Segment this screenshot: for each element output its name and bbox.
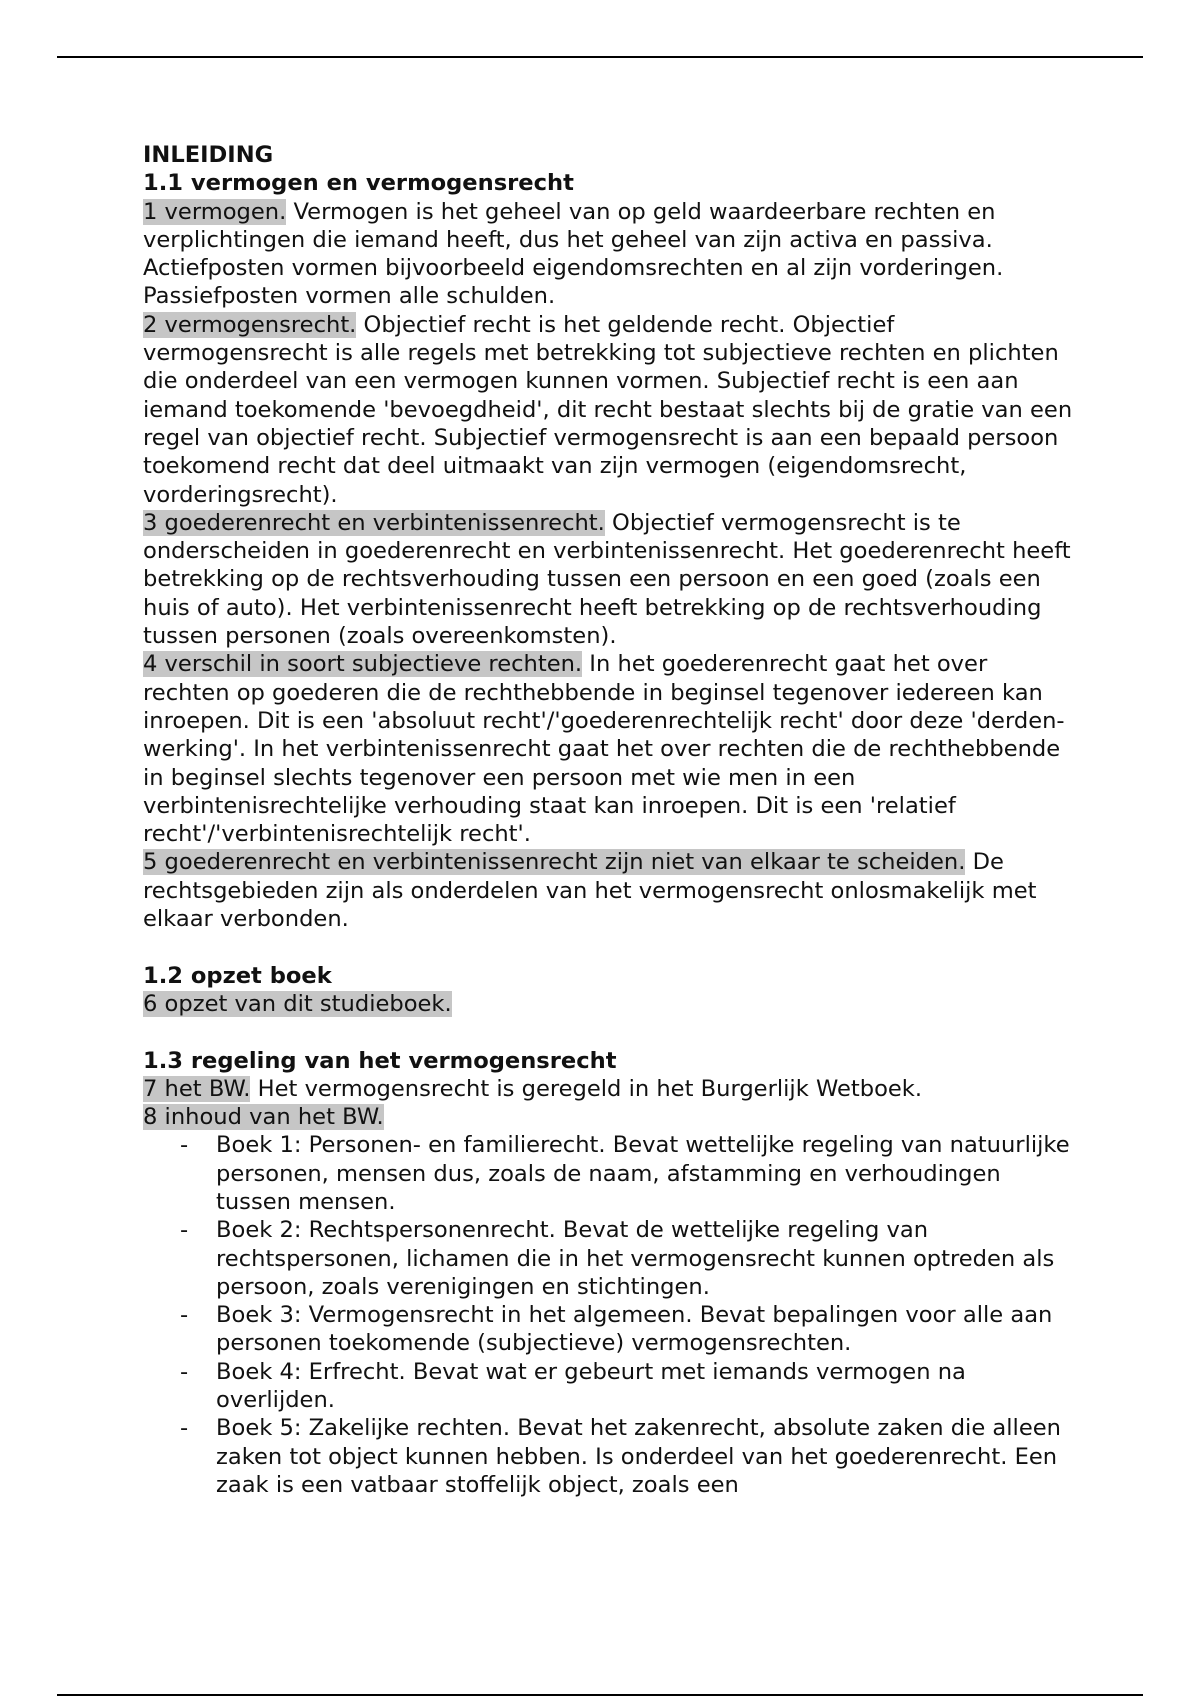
section-spacer <box>143 933 1073 961</box>
paragraph-label: 4 verschil in soort subjectieve rechten. <box>143 651 583 678</box>
list-item <box>143 1414 1073 1499</box>
paragraph-label: 3 goederenrecht en verbintenissenrecht. <box>143 509 605 536</box>
paragraph-2 <box>143 311 1073 509</box>
paragraph-8 <box>143 1103 1073 1131</box>
paragraph-label: 5 goederenrecht en verbintenissenrecht zijn niet van elkaar te scheiden. <box>143 849 966 876</box>
list-item <box>143 1131 1073 1216</box>
paragraph-4 <box>143 650 1073 848</box>
list-item-text: Boek 3: Vermogensrecht in het algemeen. Bevat bepalingen voor alle aan personen toekomende (subjectieve) vermogensrechten. <box>216 1302 1053 1357</box>
paragraph-label: 2 vermogensrecht. <box>143 311 357 338</box>
bw-books-list <box>143 1131 1073 1499</box>
list-bullet: - <box>180 1358 189 1385</box>
paragraph-text: Objectief vermogensrecht is te onderscheiden in goederenrecht en verbintenissenrecht. Het goederenrecht heeft betrekking op de rechtsverhouding tussen een persoon en een goed (zoals een huis of auto). Het verbintenissenrecht heeft betrekking op de rechtsverhouding tussen personen (zoals overeenkomsten). <box>143 509 1071 650</box>
paragraph-3 <box>143 509 1073 650</box>
paragraph-label: 8 inhoud van het BW. <box>143 1104 384 1131</box>
section-spacer <box>143 1018 1073 1046</box>
section-heading-1-3: 1.3 regeling van het vermogensrecht <box>143 1047 617 1074</box>
paragraph-6 <box>143 990 1073 1018</box>
paragraph-label: 1 vermogen. <box>143 198 287 225</box>
document-page <box>143 141 1073 1499</box>
section-heading-1-2: 1.2 opzet boek <box>143 962 332 989</box>
section-heading-1-1: 1.1 vermogen en vermogensrecht <box>143 170 574 197</box>
paragraph-7 <box>143 1075 1073 1103</box>
list-item <box>143 1301 1073 1358</box>
list-item-text: Boek 1: Personen- en familierecht. Bevat wettelijke regeling van natuurlijke personen, mensen dus, zoals de naam, afstamming en verhoudingen tussen mensen. <box>216 1132 1070 1215</box>
page-bottom-rule <box>57 1694 1143 1696</box>
list-item-text: Boek 5: Zakelijke rechten. Bevat het zakenrecht, absolute zaken die alleen zaken tot object kunnen hebben. Is onderdeel van het goederenrecht. Een zaak is een vatbaar stoffelijk object, zoals een <box>216 1415 1061 1498</box>
paragraph-text: Het vermogensrecht is geregeld in het Burgerlijk Wetboek. <box>250 1075 923 1102</box>
paragraph-text: Vermogen is het geheel van op geld waardeerbare rechten en verplichtingen die iemand heeft, dus het geheel van zijn activa en passiva. Actiefposten vormen bijvoorbeeld eigendomsrechten en al zijn vorderingen. Passiefposten vormen alle schulden. <box>143 198 1004 310</box>
paragraph-text: De rechtsgebieden zijn als onderdelen van het vermogensrecht onlosmakelijk met elkaar verbonden. <box>143 849 1037 933</box>
list-item-text: Boek 4: Erfrecht. Bevat wat er gebeurt met iemands vermogen na overlijden. <box>216 1358 966 1414</box>
list-bullet: - <box>180 1302 189 1329</box>
list-item <box>143 1358 1073 1415</box>
paragraph-1 <box>143 198 1073 311</box>
paragraph-label: 7 het BW. <box>143 1075 251 1102</box>
paragraph-text: In het goederenrecht gaat het over rechten op goederen die de rechthebbende in beginsel tegenover iedereen kan inroepen. Dit is een 'absoluut recht'/'goederenrechtelijk recht' door deze 'derden-werking'. In het verbintenissenrecht gaat het over rechten die de rechthebbende in beginsel slechts tegenover een persoon met wie men in een verbintenisrechtelijke verhouding staat kan inroepen. Dit is een 'relatief recht'/'verbintenisrechtelijk recht'. <box>143 651 1065 848</box>
list-bullet: - <box>180 1132 189 1159</box>
paragraph-text: Objectief recht is het geldende recht. Objectief vermogensrecht is alle regels met betrekking tot subjectieve rechten en plichten die onderdeel van een vermogen kunnen vormen. Subjectief recht is een aan iemand toekomende 'bevoegdheid', dit recht bestaat slechts bij de gratie van een regel van objectief recht. Subjectief vermogensrecht is aan een bepaald persoon toekomend recht dat deel uitmaakt van zijn vermogen (eigendomsrecht, vorderingsrecht). <box>143 311 1073 508</box>
list-bullet: - <box>180 1217 189 1244</box>
paragraph-label: 6 opzet van dit studieboek. <box>143 990 452 1017</box>
document-title: INLEIDING <box>143 142 274 168</box>
list-item <box>143 1216 1073 1301</box>
list-item-text: Boek 2: Rechtspersonenrecht. Bevat de wettelijke regeling van rechtspersonen, lichamen die in het vermogensrecht kunnen optreden als persoon, zoals verenigingen en stichtingen. <box>216 1217 1055 1300</box>
list-bullet: - <box>180 1415 189 1442</box>
paragraph-5 <box>143 848 1073 933</box>
page-top-rule <box>57 56 1143 58</box>
